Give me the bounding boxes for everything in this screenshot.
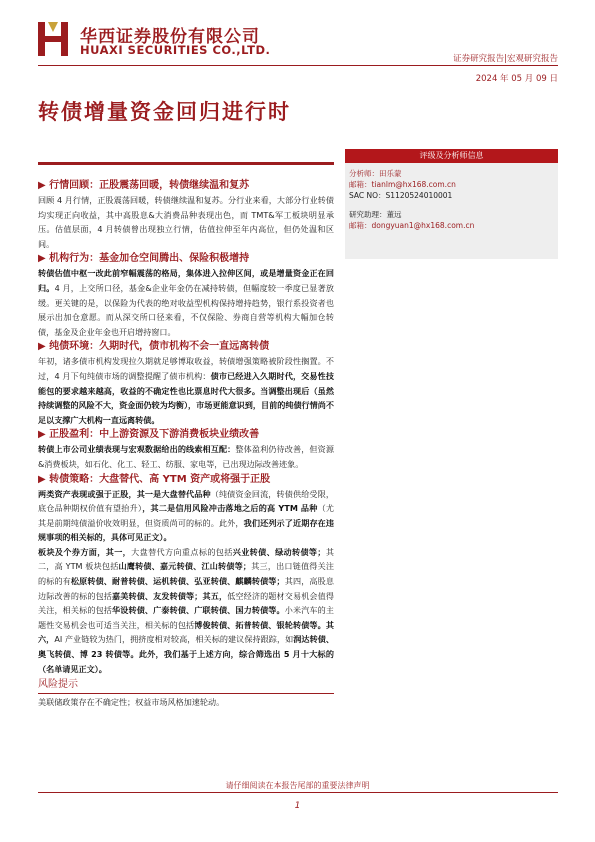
- risk-title: 风险提示: [38, 679, 78, 691]
- section-text-strategy-1: 两类资产表现或强于正股，其一是大盘替代品种（纯债资金回流，转债供给受限，底仓品种期权价值有望抬升），其二是信用风险冲击落地之后的高 YTM 品种（尤其是前期纯债溢价收效明显，但资质尚可的标的。此外，我们还列示了近期存在违规事项的相关标的，具体可见正文）。: [38, 488, 334, 543]
- report-type: 证券研究报告|宏观研究报告: [453, 54, 558, 64]
- page-number: 1: [294, 801, 301, 811]
- analyst-panel-body: [345, 163, 558, 259]
- section-title-strategy: ▶ 转债策略：大盘替代、高 YTM 资产或将强于正股: [38, 473, 271, 485]
- risk-text: 美联储政策存在不确定性；权益市场风格加速轮动。: [38, 697, 225, 708]
- section-title-market-review: ▶ 行情回顾：正股震荡回暖，转债继续温和复苏: [38, 180, 250, 191]
- section-title-earnings: ▶ 正股盈利：中上游资源及下游消费板块业绩改善: [38, 429, 260, 441]
- analyst-panel-header: 评级及分析师信息: [345, 149, 558, 163]
- section-text-strategy-2: 板块及个券方面，其一，大盘替代方向重点标的包括兴业转债、绿动转债等；其二，高 YTM 板块包括山鹰转债、嘉元转债、江山转债等；其三，出口链值得关注的标的有松原转债、耐普转债、运机转债、弘亚转债、麒麟转债等；其四，高股息边际改善的标的包括嘉美转债、友发转债等；其五，低空经济的题材交易机会值得关注，相关标的包括华设转债、广泰转债、广联转债、国力转债等。小米汽车的主题性交易机会也可适当关注，相关标的包括博俊转债、拓普转债、银轮转债等。其六，AI 产业链较为热门，拥挤度相对较高，相关标的建议保持跟踪，如润达转债、奥飞转债、博 23 转债等。此外，我们基于上述方向，综合筛选出 5 月十大标的（名单请见正文）。: [38, 546, 334, 674]
- assistant-name: 董远: [386, 210, 402, 219]
- huaxi-logo-icon: [38, 22, 68, 56]
- analyst-line: [349, 168, 554, 179]
- footer-divider: [38, 792, 558, 793]
- company-name-en: HUAXI SECURITIES CO.,LTD.: [80, 43, 271, 57]
- section-title-institution: ▶ 机构行为：基金加仓空间腾出、保险积极增持: [38, 253, 250, 265]
- company-name-cn: 华西证券股份有限公司: [80, 27, 260, 47]
- section-text-earnings: 转债上市公司业绩表现与宏观数据给出的线索相互配：整体盈利仍待改善，但资源&消费板块，如石化、化工、轻工、纺服、家电等，已出现边际改善迹象。: [38, 444, 334, 469]
- report-date: 2024 年 05 月 09 日: [475, 74, 558, 84]
- analyst-name: 田乐蒙: [379, 169, 402, 178]
- analyst-info-panel: [345, 149, 558, 259]
- section-title-bond-env: ▶ 纯债环境：久期时代，债市机构不会一直远离转债: [38, 341, 270, 353]
- assistant-label: 研究助理：: [349, 210, 387, 219]
- risk-divider: [38, 693, 334, 694]
- legal-disclaimer[interactable]: 请仔细阅读在本报告尾部的重要法律声明: [225, 781, 370, 790]
- assistant-line: [349, 209, 554, 220]
- section-text-market-review: 回顾 4 月行情，正股震荡回暖，转债继续温和复苏。分行业来看，大部分行业转债均实现正向收益，其中高股息&大消费品种表现出色，而 TMT&军工板块明显承压。估值层面，4 月转债曾出现独立行情，估值拉伸至年内高位，但仍处温和区间。: [38, 195, 334, 249]
- summary-top-bar: [38, 162, 334, 165]
- summary-column: [38, 162, 334, 710]
- analyst-sac: SAC NO：S1120524010001: [349, 191, 453, 200]
- section-text-institution: 转债估值中枢一改此前窄幅震荡的格局，集体进入拉伸区间，或是增量资金正在回归。4 月，上交所口径，基金&企业年金仍在减持转债，但幅度较一季度已显著放缓。更关键的是，以保险为代表的绝对收益型机构保持增持趋势，银行系投资者也展示出加仓意愿。而从深交所口径来看，不仅保险、券商自营等机构大幅加仓转债，基金及企业年金也开启增持窗口。: [38, 268, 334, 337]
- analyst-label: 分析师：: [349, 169, 379, 178]
- analyst-email[interactable]: 邮箱：tianlm@hx168.com.cn: [349, 180, 456, 189]
- section-text-bond-env: 年初，诸多债市机构发现拉久期就足够博取收益，转债增强策略被阶段性搁置。不过，4 月下旬纯债市场的调整提醒了债市机构：债市已经进入久期时代，交易性技能包的要求越来越高，收益的不确定性也比票息时代大很多。当调整出现后（虽然持续调整的风险不大，资金面仍较为均衡），市场更能意识到，目前的纯债行情尚不足以支撑广大机构一直远离转债。: [38, 356, 334, 425]
- report-title: 转债增量资金回归进行时: [38, 100, 291, 124]
- header-divider: [38, 65, 558, 66]
- assistant-email[interactable]: 邮箱：dongyuan1@hx168.com.cn: [349, 221, 475, 230]
